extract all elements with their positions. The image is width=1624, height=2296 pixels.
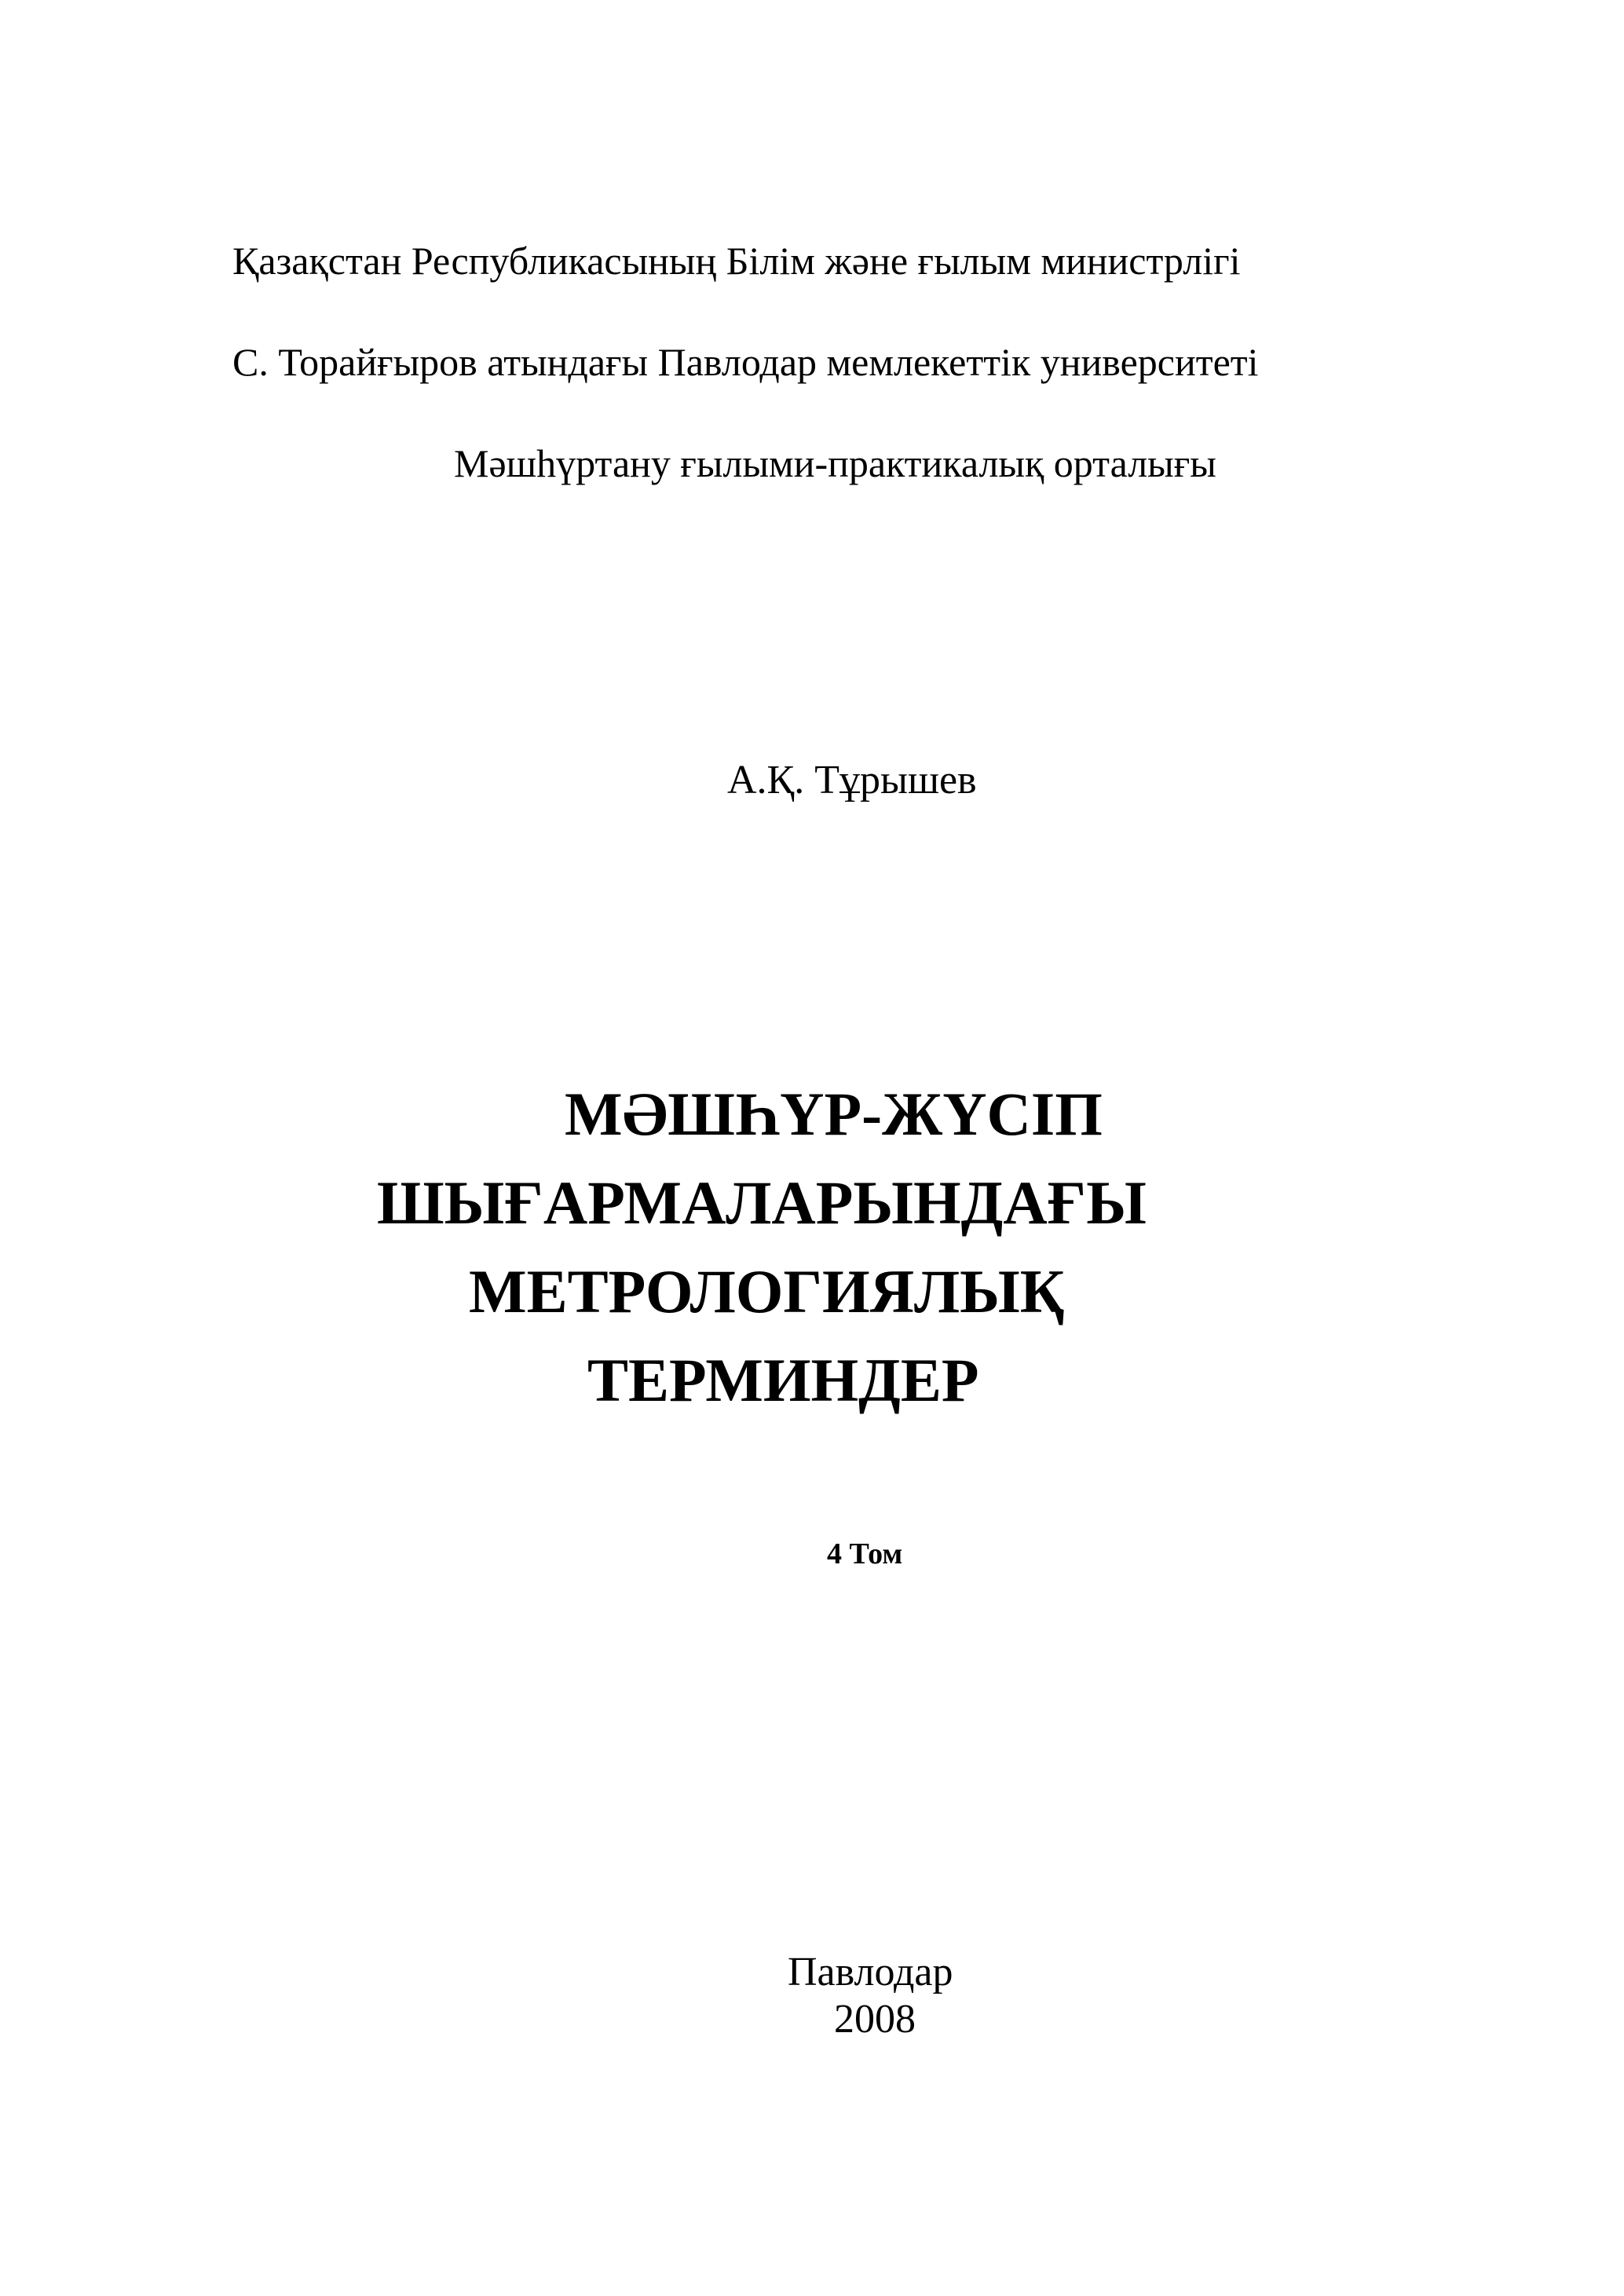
publication-year: 2008	[834, 1997, 916, 2042]
publication-city: Павлодар	[788, 1950, 953, 1994]
research-center-name: Мәшһүртану ғылыми-практикалық орталығы	[454, 441, 1216, 485]
ministry-name: Қазақстан Республикасының Білім және ғылым министрлігі	[232, 239, 1241, 283]
volume-number: 4 Том	[827, 1537, 903, 1570]
book-title-line-1: МӘШҺҮР-ЖҮСІП	[565, 1080, 1103, 1148]
book-title-line-4: ТЕРМИНДЕР	[587, 1346, 979, 1414]
book-title-line-2: ШЫҒАРМАЛАРЫНДАҒЫ	[377, 1168, 1147, 1237]
university-name: С. Торайғыров атындағы Павлодар мемлекеттік университеті	[232, 340, 1259, 384]
author-name: А.Қ. Тұрышев	[727, 758, 977, 803]
book-title-line-3: МЕТРОЛОГИЯЛЫҚ	[469, 1257, 1065, 1325]
